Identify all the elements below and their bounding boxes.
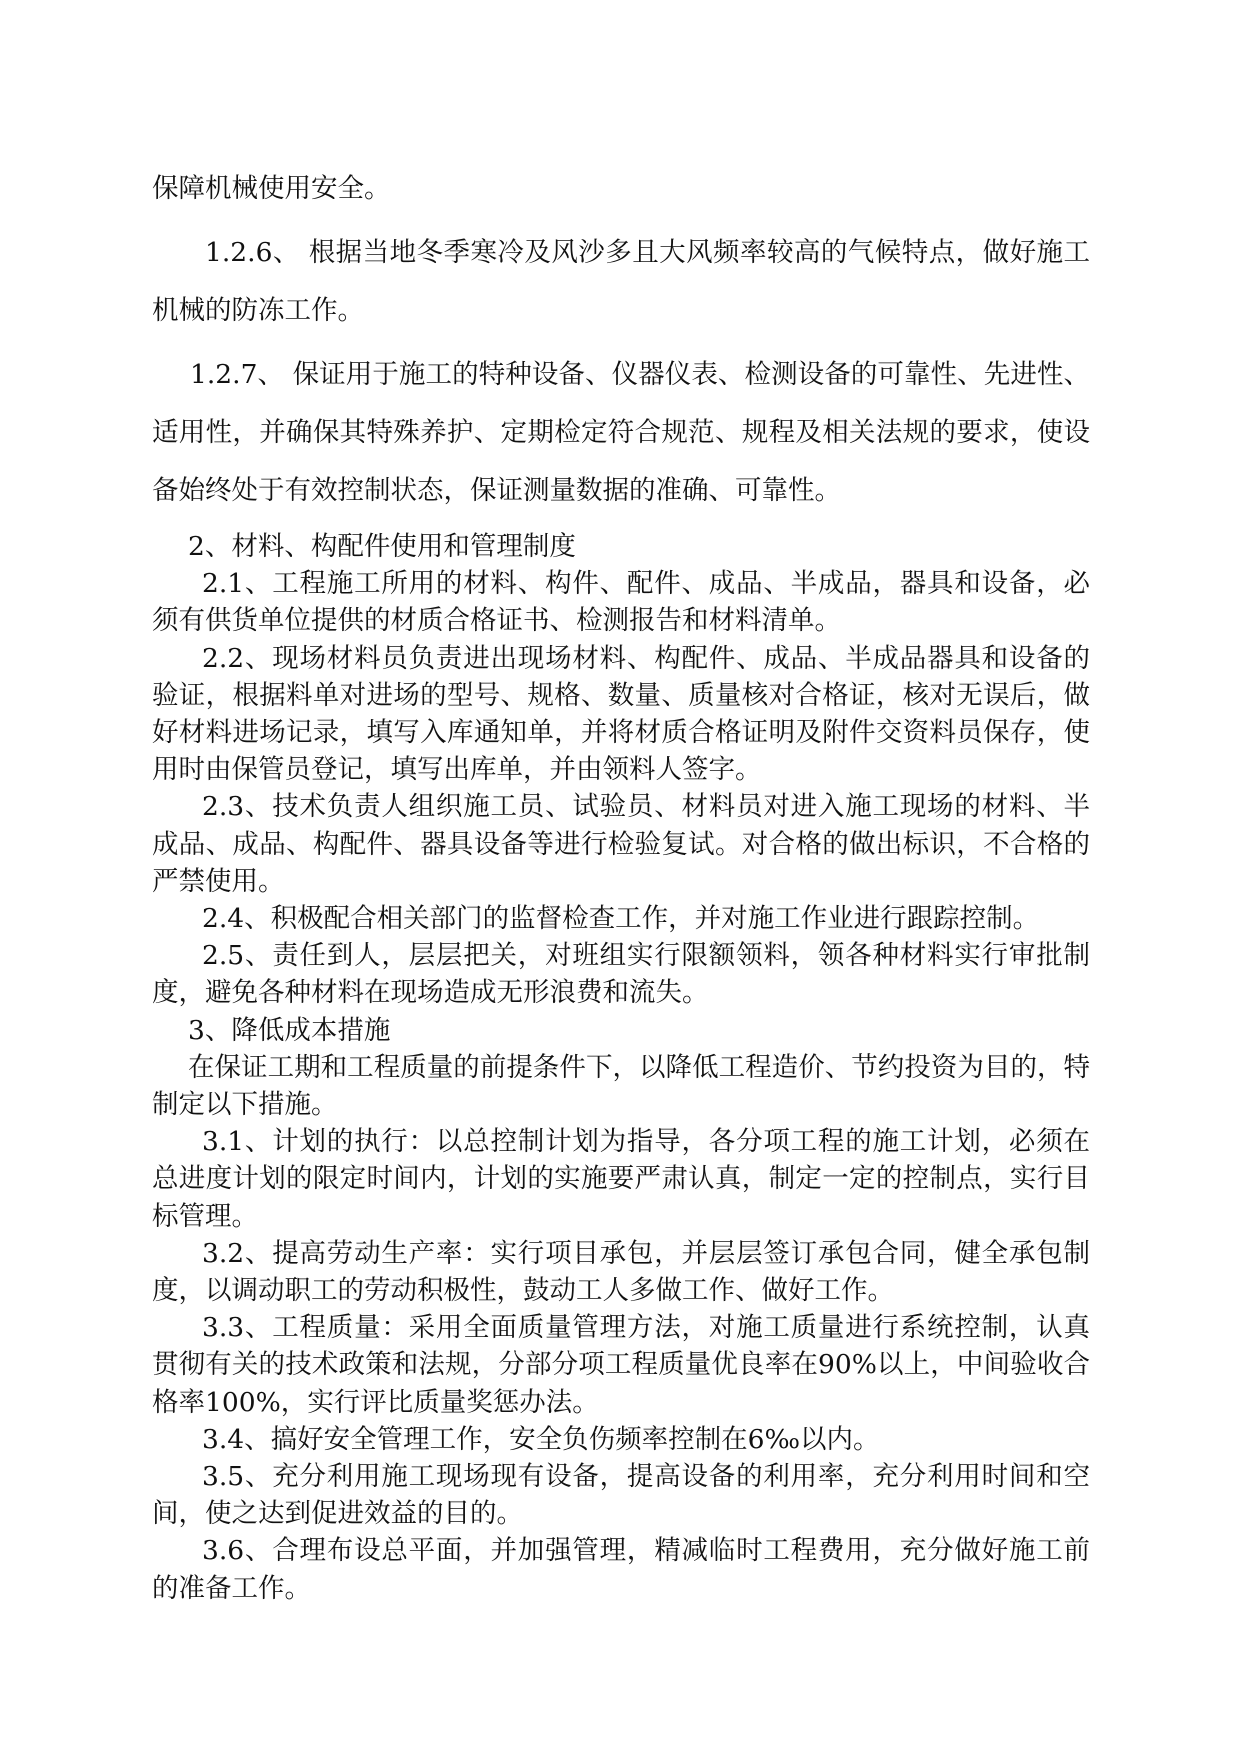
paragraph-1-2-7: 1.2.7、 保证用于施工的特种设备、仪器仪表、检测设备的可靠性、先进性、适用性，并确保其特殊养护、定期检定符合规范、规程及相关法规的要求，使设备始终处于有效控制状态，保证测量数据的准确、可靠性。 <box>152 359 1090 506</box>
paragraph-2-2: 2.2、现场材料员负责进出现场材料、构配件、成品、半成品器具和设备的验证，根据料单对进场的型号、规格、数量、质量核对合格证，核对无误后，做好材料进场记录，填写入库通知单，并将材质合格证明及附件交资料员保存，使用时由保管员登记，填写出库单，并由领料人签字。 <box>152 642 1090 786</box>
paragraph-3-6: 3.6、合理布设总平面，并加强管理，精减临时工程费用，充分做好施工前的准备工作。 <box>152 1535 1090 1604</box>
paragraph-3-1: 3.1、计划的执行：以总控制计划为指导，各分项工程的施工计划，必须在总进度计划的限定时间内，计划的实施要严肃认真，制定一定的控制点，实行目标管理。 <box>152 1126 1090 1232</box>
paragraph-1-2-6: 1.2.6、 根据当地冬季寒冷及风沙多且大风频率较高的气候特点，做好施工机械的防冻工作。 <box>152 237 1090 326</box>
document-body <box>152 160 1090 1607</box>
paragraph-3-3: 3.3、工程质量：采用全面质量管理方法，对施工质量进行系统控制，认真贯彻有关的技术政策和法规，分部分项工程质量优良率在90%以上，中间验收合格率100%，实行评比质量奖惩办法。 <box>152 1312 1090 1418</box>
paragraph-3-4: 3.4、搞好安全管理工作，安全负伤频率控制在6‰以内。 <box>202 1423 880 1455</box>
paragraph-2-4: 2.4、积极配合相关部门的监督检查工作，并对施工作业进行跟踪控制。 <box>202 903 1040 935</box>
materials-and-cost-sections <box>152 528 1090 1607</box>
paragraph-2-3: 2.3、技术负责人组织施工员、试验员、材料员对进入施工现场的材料、半成品、成品、构配件、器具设备等进行检验复试。对合格的做出标识，不合格的严禁使用。 <box>152 791 1090 897</box>
paragraph-cost-intro: 在保证工期和工程质量的前提条件下，以降低工程造价、节约投资为目的，特制定以下措施。 <box>152 1051 1090 1121</box>
section-heading-materials: 2、材料、构配件使用和管理制度 <box>188 531 576 562</box>
paragraph-2-1: 2.1、工程施工所用的材料、构件、配件、成品、半成品，器具和设备，必须有供货单位提供的材质合格证书、检测报告和材料清单。 <box>152 568 1090 637</box>
paragraph-2-5: 2.5、责任到人，层层把关，对班组实行限额领料，领各种材料实行审批制度，避免各种材料在现场造成无形浪费和流失。 <box>152 940 1090 1009</box>
equipment-section-continuation <box>152 160 1090 520</box>
paragraph-3-2: 3.2、提高劳动生产率：实行项目承包，并层层签订承包合同，健全承包制度，以调动职工的劳动积极性，鼓动工人多做工作、做好工作。 <box>152 1237 1090 1307</box>
paragraph-continuation: 保障机械使用安全。 <box>152 173 391 204</box>
section-heading-cost-reduction: 3、降低成本措施 <box>188 1014 391 1046</box>
paragraph-3-5: 3.5、充分利用施工现场现有设备，提高设备的利用率，充分利用时间和空间，使之达到促进效益的目的。 <box>152 1461 1090 1530</box>
